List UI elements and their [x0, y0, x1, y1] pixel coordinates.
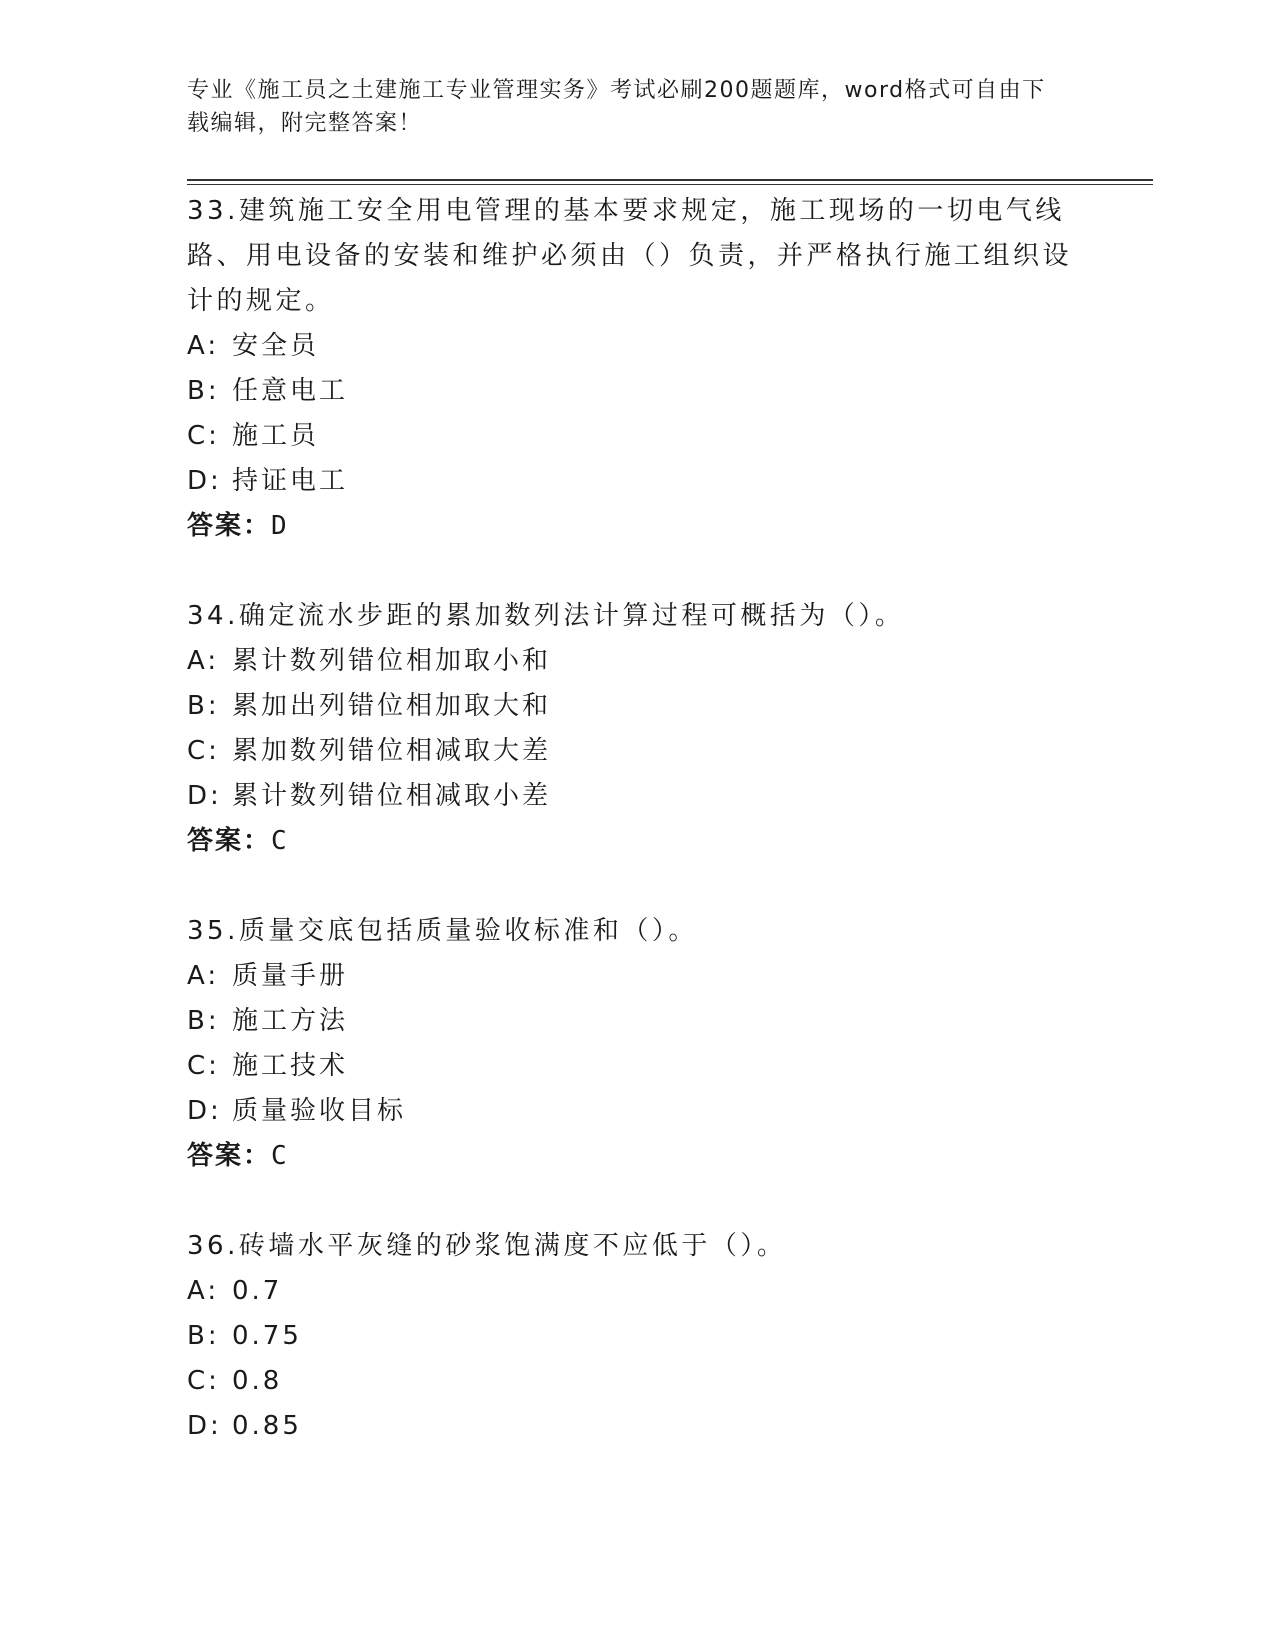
option-d — [187, 1089, 1087, 1134]
option-text: 任意电工 — [232, 376, 349, 406]
option-a — [187, 639, 1087, 684]
header-divider — [187, 179, 1153, 185]
option-a — [187, 324, 1087, 369]
option-letter: D: — [187, 466, 222, 496]
option-c — [187, 1044, 1087, 1089]
option-text: 持证电工 — [232, 466, 349, 496]
option-d — [187, 459, 1087, 504]
option-a — [187, 1269, 1087, 1314]
answer-value: C — [271, 1141, 289, 1171]
option-text: 累计数列错位相减取小差 — [232, 781, 552, 811]
option-b — [187, 999, 1087, 1044]
option-text: 累加出列错位相加取大和 — [232, 691, 552, 721]
option-b — [187, 369, 1087, 414]
question-text: 33.建筑施工安全用电管理的基本要求规定，施工现场的一切电气线路、用电设备的安装和维护必须由（）负责，并严格执行施工组织设计的规定。 — [187, 196, 1073, 316]
option-text: 累加数列错位相减取大差 — [232, 736, 552, 766]
option-letter: C: — [187, 421, 220, 451]
option-letter: A: — [187, 1276, 220, 1306]
answer-line — [187, 1134, 1087, 1179]
question-item — [187, 1224, 1087, 1449]
option-letter: A: — [187, 646, 220, 676]
option-letter: C: — [187, 1366, 220, 1396]
option-text: 施工员 — [232, 421, 320, 451]
answer-value: D — [271, 511, 289, 541]
answer-line — [187, 504, 1087, 549]
option-a — [187, 954, 1087, 999]
option-text: 施工技术 — [232, 1051, 349, 1081]
question-text: 35.质量交底包括质量验收标准和（）。 — [187, 916, 698, 946]
answer-label: 答案： — [187, 511, 272, 541]
question-text: 36.砖墙水平灰缝的砂浆饱满度不应低于（）。 — [187, 1231, 787, 1261]
answer-line — [187, 819, 1087, 864]
option-letter: D: — [187, 1411, 222, 1441]
option-letter: C: — [187, 736, 220, 766]
option-text: 安全员 — [232, 331, 320, 361]
option-text: 质量手册 — [232, 961, 349, 991]
option-letter: B: — [187, 691, 220, 721]
option-letter: B: — [187, 1321, 220, 1351]
question-text: 34.确定流水步距的累加数列法计算过程可概括为（）。 — [187, 601, 905, 631]
option-text: 施工方法 — [232, 1006, 349, 1036]
option-text: 0.85 — [232, 1411, 302, 1441]
question-item — [187, 909, 1087, 1179]
option-letter: A: — [187, 961, 220, 991]
option-c — [187, 414, 1087, 459]
option-text: 质量验收目标 — [232, 1096, 407, 1126]
question-item — [187, 594, 1087, 864]
option-text: 0.75 — [232, 1321, 302, 1351]
question-item — [187, 189, 1087, 549]
option-c — [187, 1359, 1087, 1404]
answer-label: 答案： — [187, 826, 272, 856]
answer-label: 答案： — [187, 1141, 272, 1171]
option-letter: C: — [187, 1051, 220, 1081]
option-letter: D: — [187, 1096, 222, 1126]
document-header: 专业《施工员之土建施工专业管理实务》考试必刷200题题库，word格式可自由下载编辑，附完整答案！ — [187, 78, 1046, 136]
option-letter: D: — [187, 781, 222, 811]
option-letter: A: — [187, 331, 220, 361]
option-text: 0.8 — [232, 1366, 283, 1396]
option-d — [187, 774, 1087, 819]
question-list — [187, 189, 1087, 1494]
option-letter: B: — [187, 376, 220, 406]
option-text: 累计数列错位相加取小和 — [232, 646, 552, 676]
option-c — [187, 729, 1087, 774]
option-letter: B: — [187, 1006, 220, 1036]
option-d — [187, 1404, 1087, 1449]
option-b — [187, 1314, 1087, 1359]
option-text: 0.7 — [232, 1276, 283, 1306]
option-b — [187, 684, 1087, 729]
answer-value: C — [271, 826, 289, 856]
